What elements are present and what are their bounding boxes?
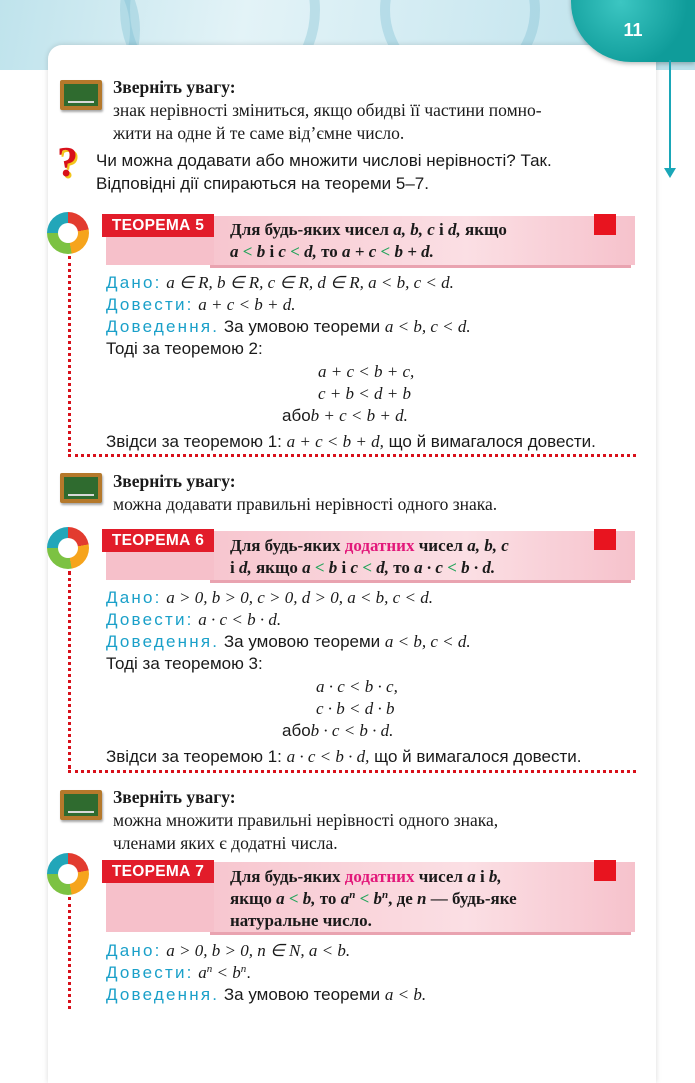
prove-line: Довести: $a^n < b^n$. bbox=[106, 963, 252, 982]
arrow-down-icon bbox=[664, 168, 676, 178]
note-text: жити на одне й те саме від’ємне число. bbox=[113, 123, 405, 143]
attention-note-1 bbox=[113, 76, 637, 145]
page-number: 11 bbox=[623, 20, 643, 40]
note-text: можна множити правильні нерівності одного знака, bbox=[113, 810, 499, 830]
theorem-statement: Для будь-яких чисел a, b, c і d, якщо a < b і c < d, то a + c < b + d. bbox=[230, 220, 507, 261]
cycle-icon bbox=[47, 853, 89, 895]
theorem-statement: Для будь-яких додатних чисел a, b, c і d, якщо a < b і c < d, то a · c < b · d. bbox=[230, 536, 509, 577]
question-line: Чи можна додавати або множити числові нерівності? Так. bbox=[96, 151, 552, 170]
theorem-statement: Для будь-яких додатних чисел a і b, якщо a < b, то $a^n < b^n$, де n — будь-яке натуральне число. bbox=[230, 867, 517, 930]
side-arrow-line bbox=[669, 60, 671, 172]
note-title: Зверніть увагу: bbox=[113, 471, 236, 491]
conclusion-line: Звідси за теоремою 1: a + c < b + d, що й вимагалося довести. bbox=[106, 432, 596, 451]
red-square-marker bbox=[594, 214, 616, 235]
prove-line: Довести: a + c < b + d. bbox=[106, 295, 296, 314]
theorem-badge: ТЕОРЕМА 6 bbox=[102, 529, 214, 552]
dotted-border bbox=[68, 256, 71, 452]
proof-step-line: Тоді за теоремою 3: bbox=[106, 654, 263, 673]
dotted-border bbox=[68, 897, 71, 1009]
given-line: Дано: a > 0, b > 0, c > 0, d > 0, a < b, c < d. bbox=[106, 588, 433, 607]
note-title: Зверніть увагу: bbox=[113, 787, 236, 807]
attention-note-3 bbox=[113, 786, 637, 855]
theorem-badge: ТЕОРЕМА 5 bbox=[102, 214, 214, 237]
note-text: можна додавати правильні нерівності одного знака. bbox=[113, 494, 498, 514]
equation: a + c < b + c, bbox=[318, 362, 415, 381]
blackboard-icon bbox=[60, 790, 102, 820]
dotted-border bbox=[68, 571, 71, 769]
dotted-separator bbox=[68, 770, 636, 773]
red-square-marker bbox=[594, 860, 616, 881]
red-square-marker bbox=[594, 529, 616, 550]
proof-line: Доведення. За умовою теореми a < b, c < d. bbox=[106, 317, 471, 336]
question-text bbox=[96, 149, 637, 195]
proof-line: Доведення. За умовою теореми a < b. bbox=[106, 985, 427, 1004]
given-line: Дано: a > 0, b > 0, n ∈ N, a < b. bbox=[106, 941, 351, 960]
note-text: знак нерівності зміниться, якщо обидві її частини помно- bbox=[113, 100, 542, 120]
proof-step-line: Тоді за теоремою 2: bbox=[106, 339, 263, 358]
cycle-icon bbox=[47, 527, 89, 569]
theorem-box-lead bbox=[106, 237, 214, 265]
equation: c + b < d + b bbox=[318, 384, 411, 403]
theorem-badge: ТЕОРЕМА 7 bbox=[102, 860, 214, 883]
proof-line: Доведення. За умовою теореми a < b, c < d. bbox=[106, 632, 471, 651]
equation: a · c < b · c, bbox=[316, 677, 398, 696]
cycle-icon bbox=[47, 212, 89, 254]
equation: абоb · c < b · d. bbox=[282, 721, 394, 740]
blackboard-icon bbox=[60, 473, 102, 503]
equation: абоb + c < b + d. bbox=[282, 406, 408, 425]
dotted-separator bbox=[68, 454, 636, 457]
conclusion-line: Звідси за теоремою 1: a · c < b · d, що й вимагалося довести. bbox=[106, 747, 582, 766]
question-mark-icon: ? bbox=[57, 140, 78, 186]
given-line: Дано: a ∈ R, b ∈ R, c ∈ R, d ∈ R, a < b, c < d. bbox=[106, 273, 454, 292]
prove-line: Довести: a · c < b · d. bbox=[106, 610, 282, 629]
question-line: Відповідні дії спираються на теореми 5–7. bbox=[96, 174, 429, 193]
attention-note-2 bbox=[113, 470, 637, 516]
blackboard-icon bbox=[60, 80, 102, 110]
theorem-box-lead bbox=[106, 552, 214, 580]
theorem-box-lead bbox=[106, 882, 214, 932]
equation: c · b < d · b bbox=[316, 699, 395, 718]
note-title: Зверніть увагу: bbox=[113, 77, 236, 97]
note-text: членами яких є додатні числа. bbox=[113, 833, 338, 853]
